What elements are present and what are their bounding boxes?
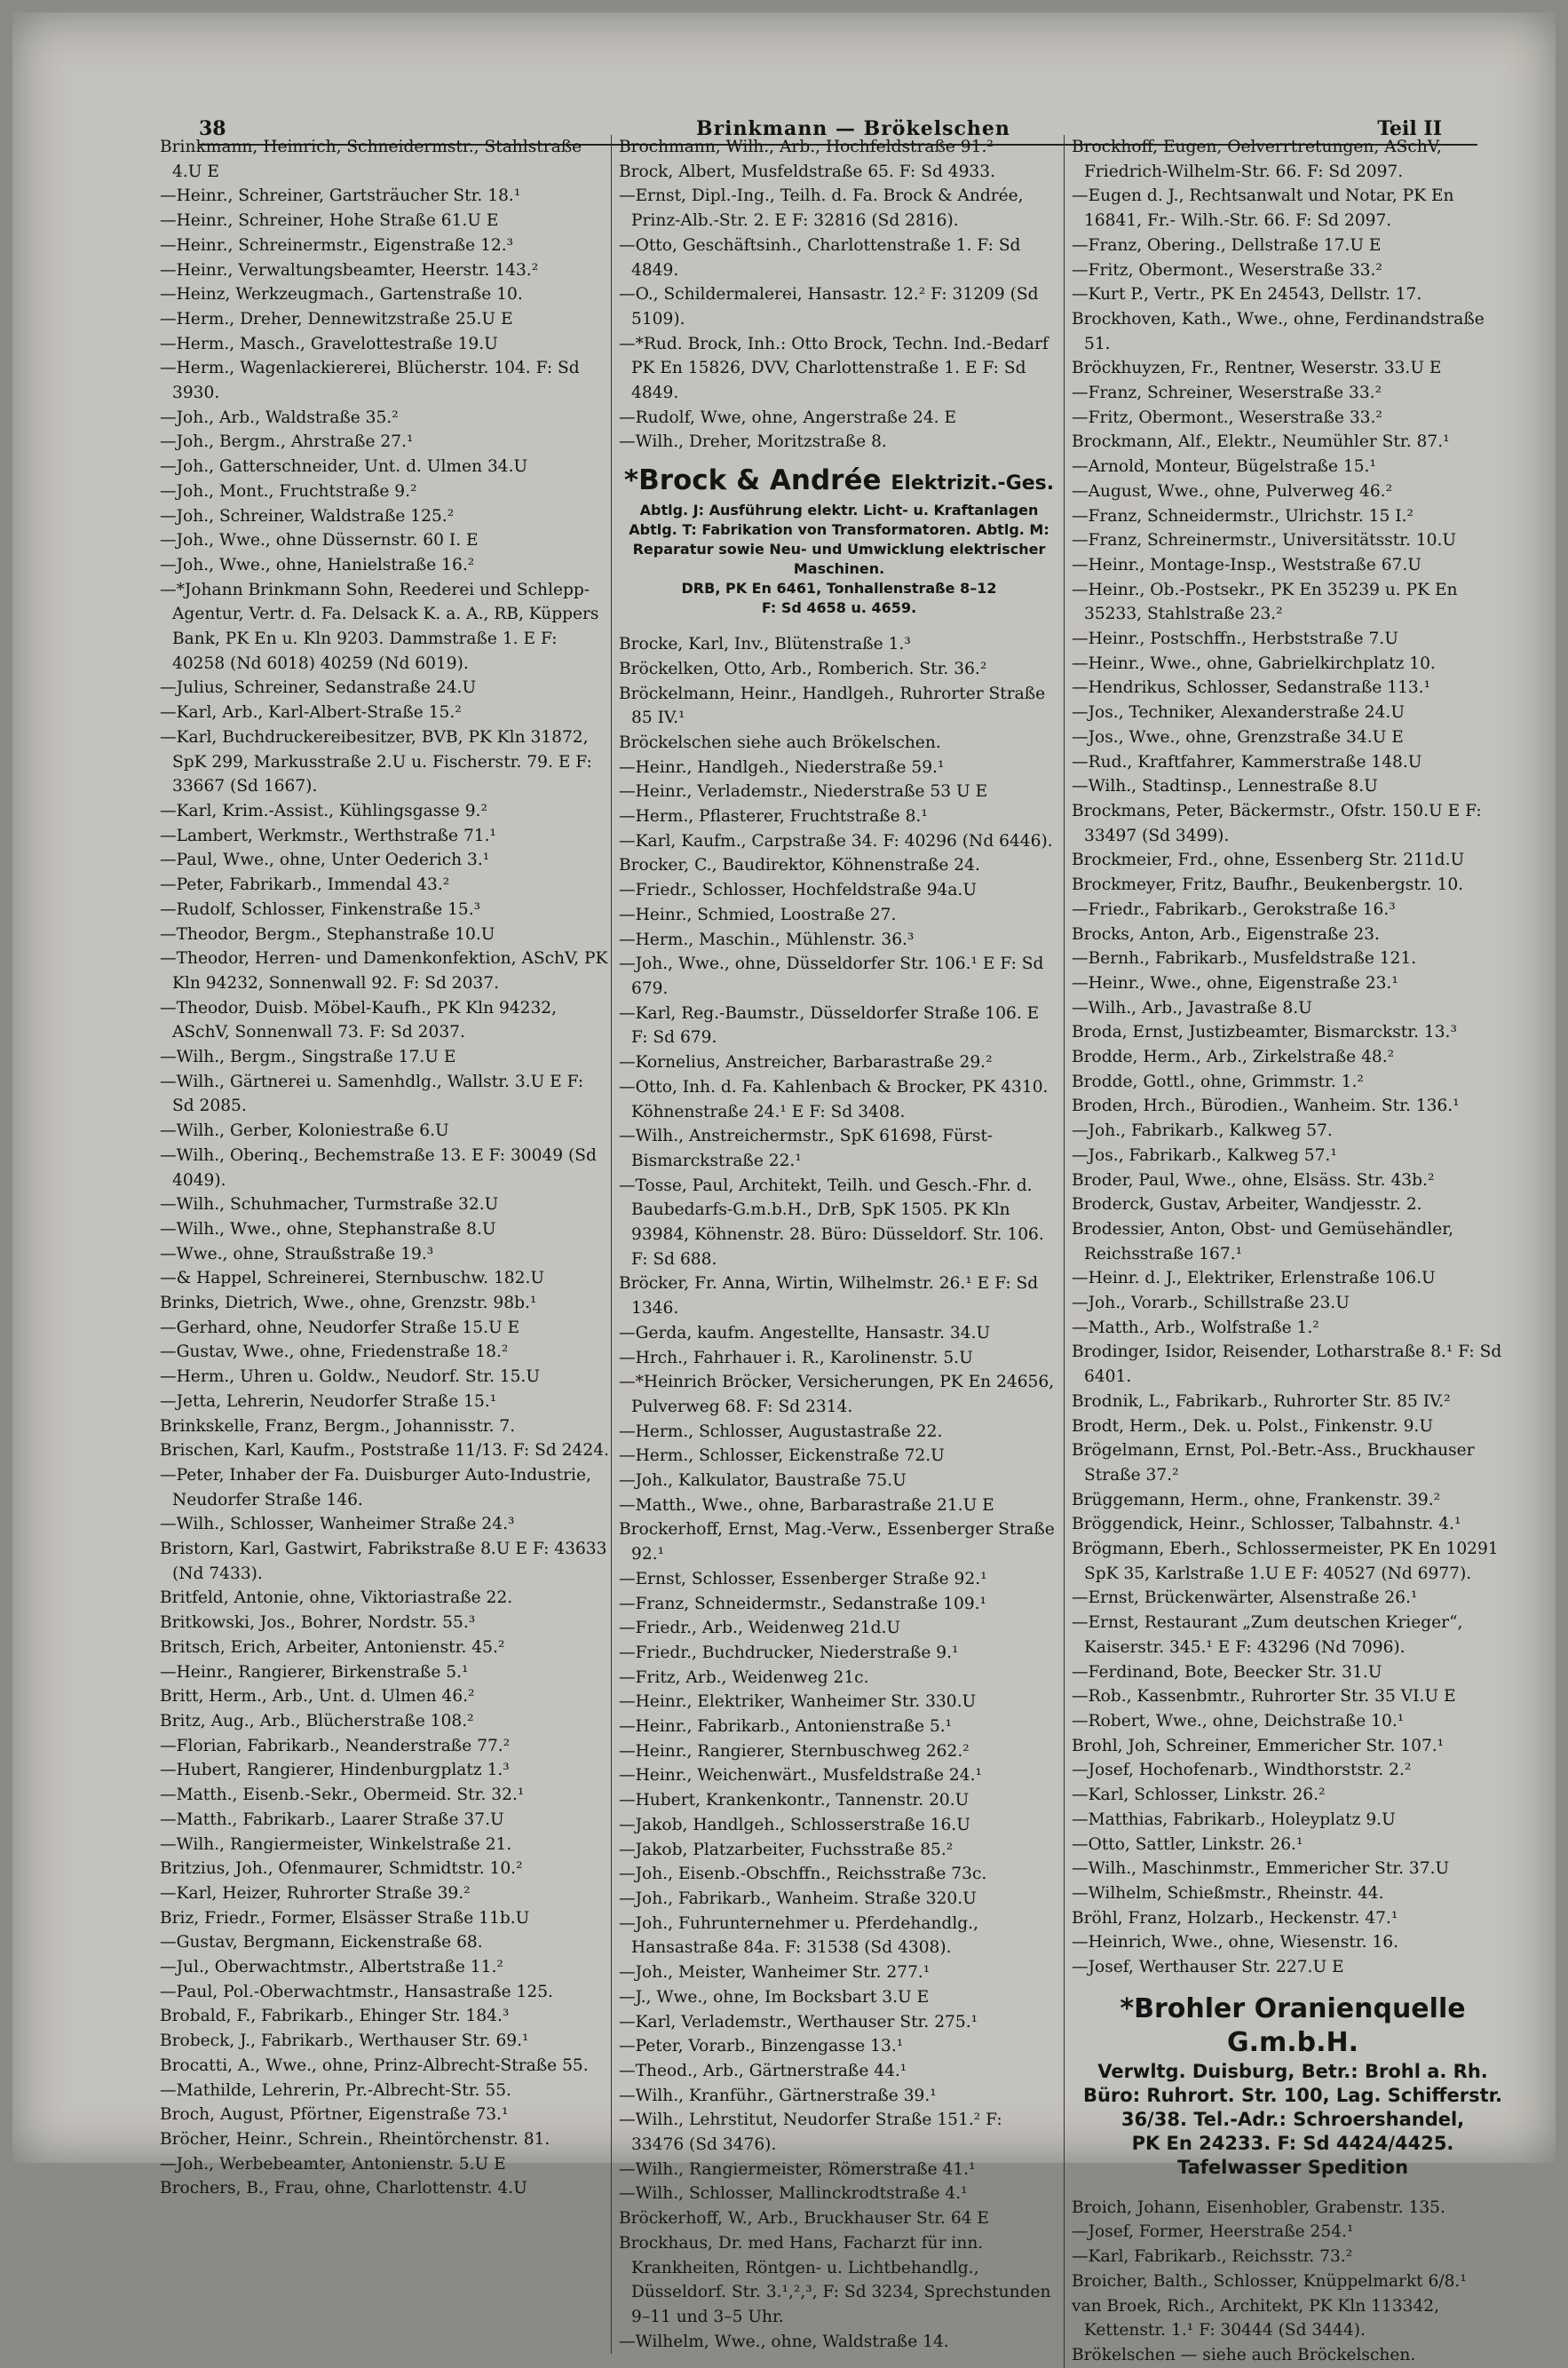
directory-entry: —Peter, Vorarb., Binzengasse 13.¹ (619, 2037, 904, 2056)
directory-entry: Brodt, Herm., Dek. u. Polst., Finkenstr. 9.U (1072, 1416, 1434, 1436)
directory-entry: —Joh., Fuhrunternehmer u. Pferdehandlg., Hansastraße 84a. F: 31538 (Sd 4308). (619, 1913, 978, 1958)
directory-entry: —Otto, Inh. d. Fa. Kahlenbach & Brocker, PK 4310. Köhnenstraße 24.¹ E F: Sd 3408. (619, 1077, 1049, 1121)
directory-entry: —Franz, Schreinermstr., Universitätsstr. 10.U (1072, 531, 1457, 550)
directory-entry: —Herm., Schlosser, Eickenstraße 72.U (619, 1446, 945, 1466)
directory-entry: Broderck, Gustav, Arbeiter, Wandjesstr. 2. (1072, 1195, 1422, 1215)
directory-entry: Brocke, Karl, Inv., Blütenstraße 1.³ (619, 635, 911, 654)
directory-entry: —Otto, Sattler, Linkstr. 26.¹ (1072, 1834, 1303, 1854)
directory-entry: —Joh., Wwe., ohne, Düsseldorfer Str. 106.¹ E F: Sd 679. (619, 954, 1044, 998)
directory-entry: Britkowski, Jos., Bohrer, Nordstr. 55.³ (160, 1613, 476, 1633)
directory-entry: Brockmans, Peter, Bäckermstr., Ofstr. 150.U E F: 33497 (Sd 3499). (1072, 801, 1482, 845)
directory-entry: —Joh., Wwe., ohne Düssernstr. 60 I. E (160, 531, 479, 550)
directory-entry: —Wilh., Rangiermeister, Römerstraße 41.¹ (619, 2159, 976, 2179)
directory-entry: —Otto, Geschäftsinh., Charlottenstraße 1. F: Sd 4849. (619, 235, 1021, 280)
directory-entry: Brüggemann, Herm., ohne, Frankenstr. 39.² (1072, 1490, 1441, 1509)
directory-entry: —Theodor, Bergm., Stephanstraße 10.U (160, 924, 495, 944)
directory-entry: —Matth., Arb., Wolfstraße 1.² (1072, 1318, 1319, 1337)
page-part: Teil II (1377, 117, 1442, 140)
directory-entry: —& Happel, Schreinerei, Sternbuschw. 182.U (160, 1269, 545, 1288)
directory-entry: —Theodor, Herren- und Damenkonfektion, ASchV, PK Kln 94232, Sonnenwall 92. F: Sd 2037. (160, 949, 608, 993)
directory-entry: —Herm., Dreher, Dennewitzstraße 25.U E (160, 309, 513, 329)
directory-entry: Broich, Johann, Eisenhobler, Grabenstr. 135. (1072, 2198, 1445, 2217)
directory-entry: —J., Wwe., ohne, Im Bocksbart 3.U E (619, 1987, 930, 2007)
column-2-top-entries (619, 135, 1059, 455)
directory-entry: —Joh., Vorarb., Schillstraße 23.U (1072, 1294, 1350, 1313)
directory-entry: —Joh., Schreiner, Waldstraße 125.² (160, 506, 455, 526)
directory-entry: —Karl, Reg.-Baumstr., Düsseldorfer Straße 106. E F: Sd 679. (619, 1003, 1040, 1048)
directory-entry: —Wilh., Wwe., ohne, Stephanstraße 8.U (160, 1219, 496, 1239)
directory-entry: —Wilh., Gärtnerei u. Samenhdlg., Wallstr. 3.U E F: Sd 2085. (160, 1072, 584, 1116)
directory-entry: Briz, Friedr., Former, Elsässer Straße 11b.U (160, 1908, 530, 1928)
directory-entry: Bröcher, Heinr., Schrein., Rheintörchenstr. 81. (160, 2129, 550, 2149)
directory-entry: —Lambert, Werkmstr., Werthstraße 71.¹ (160, 826, 497, 845)
directory-entry: —Wilh., Schuhmacher, Turmstraße 32.U (160, 1195, 499, 1215)
directory-entry: —Rudolf, Schlosser, Finkenstraße 15.³ (160, 899, 481, 919)
directory-entry: Britzius, Joh., Ofenmaurer, Schmidtstr. 10.² (160, 1859, 523, 1879)
directory-entry: —Heinr., Rangierer, Sternbuschweg 262.² (619, 1741, 970, 1761)
directory-entry: Brockmann, Alf., Elektr., Neumühler Str. 87.¹ (1072, 432, 1450, 452)
directory-entry: —Wilh., Bergm., Singstraße 17.U E (160, 1048, 456, 1067)
directory-entry: —Jos., Fabrikarb., Kalkweg 57.¹ (1072, 1145, 1337, 1165)
directory-entry: —Tosse, Paul, Architekt, Teilh. und Gesch.-Fhr. d. Baubedarfs-G.m.b.H., DrB, SpK 1505. PK Kln 93984, Köhnenstr. 28. Büro: Düsseldorf. Str. 106. F: Sd 688. (619, 1176, 1044, 1269)
directory-entry: Brockerhoff, Ernst, Mag.-Verw., Essenberger Straße 92.¹ (619, 1520, 1055, 1564)
directory-entry: —Karl, Arb., Karl-Albert-Straße 15.² (160, 703, 462, 723)
directory-entry: Brocatti, A., Wwe., ohne, Prinz-Albrecht-Straße 55. (160, 2055, 589, 2075)
directory-entry: —Karl, Krim.-Assist., Kühlingsgasse 9.² (160, 801, 487, 820)
directory-entry: Broden, Hrch., Bürodien., Wanheim. Str. 136.¹ (1072, 1097, 1460, 1116)
directory-entry: —Mathilde, Lehrerin, Pr.-Albrecht-Str. 55. (160, 2080, 511, 2100)
directory-entry: —Ernst, Restaurant „Zum deutschen Krieger“, Kaiserstr. 345.¹ E F: 43296 (Nd 7096). (1072, 1613, 1463, 1657)
directory-entry: —Friedr., Arb., Weidenweg 21d.U (619, 1619, 901, 1638)
directory-entry: —Robert, Wwe., ohne, Deichstraße 10.¹ (1072, 1712, 1405, 1730)
directory-entry: —Wilh., Oberinq., Bechemstraße 13. E F: 30049 (Sd 4049). (160, 1145, 597, 1190)
directory-entry: —Peter, Inhaber der Fa. Duisburger Auto-Industrie, Neudorfer Straße 146. (160, 1465, 591, 1509)
directory-entry: —Joh., Mont., Fruchtstraße 9.² (160, 481, 417, 501)
directory-entry: —*Johann Brinkmann Sohn, Reederei und Schlepp-Agentur, Vertr. d. Fa. Delsack K. a. A., RB, Küppers Bank, PK En u. Kln 9203. Dammstraße 1. E F: 40258 (Nd 6018) 40259 (Nd 6019). (160, 580, 599, 673)
directory-entry: Brinks, Dietrich, Wwe., ohne, Grenzstr. 98b.¹ (160, 1294, 537, 1313)
directory-entry: Brockmeyer, Fritz, Baufhr., Beukenbergstr. 10. (1072, 875, 1464, 895)
directory-entry: Brodinger, Isidor, Reisender, Lotharstraße 8.¹ F: Sd 6401. (1072, 1342, 1502, 1387)
directory-entry: —Wilh., Maschinmstr., Emmericher Str. 37.U (1072, 1859, 1450, 1879)
directory-entry: Bröckerhoff, W., Arb., Bruckhauser Str. 64 E (619, 2209, 990, 2229)
directory-entry: —O., Schildermalerei, Hansastr. 12.² F: 31209 (Sd 5109). (619, 285, 1039, 329)
directory-entry: —Matth., Fabrikarb., Laarer Straße 37.U (160, 1810, 504, 1829)
directory-entry: —Heinrich, Wwe., ohne, Wiesenstr. 16. (1072, 1933, 1399, 1952)
directory-entry: Broch, August, Pförtner, Eigenstraße 73.¹ (160, 2105, 509, 2125)
directory-entry: —*Rud. Brock, Inh.: Otto Brock, Techn. Ind.-Bedarf PK En 15826, DVV, Charlottenstraße 1. E F: Sd 4849. (619, 334, 1049, 403)
directory-entry: —Hrch., Fahrhauer i. R., Karolinenstr. 5.U (619, 1348, 973, 1367)
directory-entry: Brodessier, Anton, Obst- und Gemüsehändler, Reichsstraße 167.¹ (1072, 1219, 1453, 1263)
directory-entry: Brocker, C., Baudirektor, Köhnenstraße 24. (619, 856, 980, 875)
directory-entry: —Jakob, Handlgeh., Schlosserstraße 16.U (619, 1815, 970, 1834)
directory-entry: Britfeld, Antonie, ohne, Viktoriastraße 22. (160, 1588, 513, 1608)
directory-entry: —Ernst, Brückenwärter, Alsenstraße 26.¹ (1072, 1588, 1418, 1608)
brock-andree-advertisement (619, 463, 1059, 618)
directory-entry: —Josef, Werthauser Str. 227.U E (1072, 1958, 1344, 1977)
directory-entry: —Ferdinand, Bote, Beecker Str. 31.U (1072, 1662, 1382, 1682)
directory-entry: Broder, Paul, Wwe., ohne, Elsäss. Str. 43b.² (1072, 1170, 1435, 1190)
directory-entry: —Franz, Obering., Dellstraße 17.U E (1072, 235, 1382, 255)
directory-entry: —Herm., Uhren u. Goldw., Neudorf. Str. 15.U (160, 1367, 541, 1387)
column-3-bottom-entries (1072, 2196, 1514, 2368)
directory-entry: Bröckelschen siehe auch Brökelschen. (619, 733, 941, 752)
directory-entry: Broda, Ernst, Justizbeamter, Bismarckstr. 13.³ (1072, 1023, 1457, 1042)
directory-entry: —Wilh., Lehrstitut, Neudorfer Straße 151.² F: 33476 (Sd 3476). (619, 2111, 1002, 2155)
ad2-title: *Brohler Oranienquelle G.m.b.H. (1120, 1992, 1466, 2058)
directory-entry: —Friedr., Schlosser, Hochfeldstraße 94a.U (619, 881, 978, 900)
directory-entry: —Wilh., Schlosser, Wanheimer Straße 24.³ (160, 1515, 515, 1534)
directory-entry: —Fritz, Arb., Weidenweg 21c. (619, 1667, 869, 1687)
directory-entry: —August, Wwe., ohne, Pulverweg 46.² (1072, 481, 1393, 501)
directory-entry: Bristorn, Karl, Gastwirt, Fabrikstraße 8.U E F: 43633 (Nd 7433). (160, 1540, 607, 1583)
directory-entry: —Joh., Fabrikarb., Wanheim. Straße 320.U (619, 1889, 977, 1908)
directory-entry: Britz, Aug., Arb., Blücherstraße 108.² (160, 1712, 474, 1730)
directory-entry: —Gustav, Bergmann, Eickenstraße 68. (160, 1933, 483, 1952)
directory-entry: Brock, Albert, Musfeldstraße 65. F: Sd 4933. (619, 162, 995, 181)
directory-entry: Britt, Herm., Arb., Unt. d. Ulmen 46.² (160, 1687, 475, 1707)
directory-entry: Brohl, Joh, Schreiner, Emmericher Str. 107.¹ (1072, 1736, 1445, 1755)
directory-entry: Brodde, Gottl., ohne, Grimmstr. 1.² (1072, 1072, 1364, 1091)
directory-entry: Brockhaus, Dr. med Hans, Facharzt für inn. Krankheiten, Röntgen- u. Lichtbehandlg., Düsseldorf. Str. 3.¹,²,³, F: Sd 3234, Sprechstunden 9–11 und 3–5 Uhr. (619, 2233, 1051, 2326)
directory-entry: —Joh., Fabrikarb., Kalkweg 57. (1072, 1121, 1333, 1141)
ad1-line-3: F: Sd 4658 u. 4659. (761, 599, 917, 617)
page-title: Brinkmann — Brökelschen (696, 117, 1010, 140)
directory-entry: —Hendrikus, Schlosser, Sedanstraße 113.¹ (1072, 678, 1431, 698)
directory-entry: —Theod., Arb., Gärtnerstraße 44.¹ (619, 2061, 907, 2080)
ad1-line-1: Abtlg. J: Ausführung elektr. Licht- u. Kraftanlagen Abtlg. T: Fabrikation von Transformatoren. Abtlg. M: Reparatur sowie Neu- und Umwicklung elektrischer Maschinen. (629, 502, 1049, 578)
directory-entry: —Joh., Arb., Waldstraße 35.² (160, 408, 399, 427)
directory-entry: —Friedr., Buchdrucker, Niederstraße 9.¹ (619, 1643, 959, 1662)
directory-entry: —Heinr., Wwe., ohne, Eigenstraße 23.¹ (1072, 973, 1398, 993)
column-2 (611, 135, 1059, 2354)
directory-entry: —Joh., Werbebeamter, Antonienstr. 5.U E (160, 2154, 506, 2174)
directory-entry: Bröcker, Fr. Anna, Wirtin, Wilhelmstr. 26.¹ E F: Sd 1346. (619, 1274, 1039, 1319)
directory-entry: —Josef, Former, Heerstraße 254.¹ (1072, 2222, 1354, 2242)
directory-entry: —Heinr., Schmied, Loostraße 27. (619, 905, 897, 924)
directory-entry: —Matth., Wwe., ohne, Barbarastraße 21.U E (619, 1495, 994, 1515)
directory-entry: Brögelmann, Ernst, Pol.-Betr.-Ass., Bruckhauser Straße 37.² (1072, 1441, 1475, 1485)
directory-entry: —Herm., Schlosser, Augustastraße 22. (619, 1422, 943, 1441)
directory-entry: —Joh., Wwe., ohne, Hanielstraße 16.² (160, 555, 475, 574)
directory-entry: —Heinr., Ob.-Postsekr., PK En 35239 u. PK En 35233, Stahlstraße 23.² (1072, 580, 1458, 624)
directory-entry: —Friedr., Fabrikarb., Gerokstraße 16.³ (1072, 899, 1396, 919)
directory-entry: —Jos., Techniker, Alexanderstraße 24.U (1072, 703, 1406, 723)
directory-entry: —Franz, Schneidermstr., Sedanstraße 109.¹ (619, 1594, 987, 1613)
directory-entry: —Wilh., Anstreichermstr., SpK 61698, Fürst-Bismarckstraße 22.¹ (619, 1127, 994, 1170)
directory-entry: —Rud., Kraftfahrer, Kammerstraße 148.U (1072, 752, 1422, 772)
directory-entry: —Karl, Heizer, Ruhrorter Straße 39.² (160, 1883, 471, 1903)
directory-entry: —Wilhelm, Schießmstr., Rheinstr. 44. (1072, 1883, 1384, 1903)
directory-entry: —Kurt P., Vertr., PK En 24543, Dellstr. 17. (1072, 285, 1422, 305)
directory-entry: —Josef, Hochofenarb., Windthorststr. 2.² (1072, 1761, 1412, 1780)
directory-entry: —Joh., Eisenb.-Obschffn., Reichsstraße 73c. (619, 1865, 987, 1884)
directory-entry: —Wilh., Arb., Javastraße 8.U (1072, 998, 1312, 1018)
directory-entry: —Heinr., Verwaltungsbeamter, Heerstr. 143.² (160, 260, 539, 280)
directory-entry: —Hubert, Krankenkontr., Tannenstr. 20.U (619, 1791, 970, 1810)
directory-entry: —Joh., Bergm., Ahrstraße 27.¹ (160, 432, 414, 452)
directory-entry: —Arnold, Monteur, Bügelstraße 15.¹ (1072, 457, 1376, 477)
directory-entry: Brögmann, Eberh., Schlossermeister, PK En 10291 SpK 35, Karlstraße 1.U E F: 40527 (Nd 6977). (1072, 1540, 1499, 1583)
directory-entry: Bröckhuyzen, Fr., Rentner, Weserstr. 33.U E (1072, 359, 1442, 378)
directory-entry: —Heinr., Schreinermstr., Eigenstraße 12.³ (160, 235, 514, 255)
directory-entry: —Heinr., Wwe., ohne, Gabrielkirchplatz 10. (1072, 653, 1436, 673)
directory-entry: —Ernst, Dipl.-Ing., Teilh. d. Fa. Brock & Andrée, Prinz-Alb.-Str. 2. E F: 32816 (Sd 2816). (619, 186, 1024, 231)
directory-entry: —Jakob, Platzarbeiter, Fuchsstraße 85.² (619, 1840, 954, 1859)
column-2-bottom-entries (619, 632, 1059, 2354)
ad1-title-suffix: Elektrizit.-Ges. (891, 472, 1055, 495)
directory-entry: —Rudolf, Wwe, ohne, Angerstraße 24. E (619, 408, 957, 427)
directory-entry: Bröhl, Franz, Holzarb., Heckenstr. 47.¹ (1072, 1908, 1398, 1928)
directory-entry: —Heinr. d. J., Elektriker, Erlenstraße 106.U (1072, 1269, 1436, 1288)
directory-entry: —Gerhard, ohne, Neudorfer Straße 15.U E (160, 1318, 520, 1337)
directory-entry: Bröggendick, Heinr., Schlosser, Talbahnstr. 4.¹ (1072, 1515, 1461, 1534)
directory-entry: Brochers, B., Frau, ohne, Charlottenstr. 4.U (160, 2179, 527, 2198)
directory-entry: —Jul., Oberwachtmstr., Albertstraße 11.² (160, 1958, 503, 1977)
directory-entry: —Wilh., Kranführ., Gärtnerstraße 39.¹ (619, 2086, 937, 2105)
directory-entry: —Gustav, Wwe., ohne, Friedenstraße 18.² (160, 1342, 509, 1362)
directory-entry: —Heinz, Werkzeugmach., Gartenstraße 10. (160, 285, 523, 305)
directory-entry: —Herm., Pflasterer, Fruchtstraße 8.¹ (619, 807, 928, 827)
column-1 (160, 135, 609, 2201)
directory-entry: —Wilh., Schlosser, Mallinckrodtstraße 4.¹ (619, 2184, 968, 2204)
directory-entry: —Heinr., Montage-Insp., Weststraße 67.U (1072, 555, 1421, 574)
ad2-line-2: Büro: Ruhrort. Str. 100, Lag. Schifferstr. 36/38. Tel.-Adr.: Schroershandel, (1082, 2084, 1502, 2130)
directory-entry: —Joh., Meister, Wanheimer Str. 277.¹ (619, 1963, 931, 1983)
directory-entry: Brodde, Herm., Arb., Zirkelstraße 48.² (1072, 1048, 1395, 1067)
directory-entry: —Matth., Eisenb.-Sekr., Obermeid. Str. 32.¹ (160, 1786, 525, 1805)
directory-entry: —Bernh., Fabrikarb., Musfeldstraße 121. (1072, 949, 1417, 969)
directory-entry: —Wwe., ohne, Straußstraße 19.³ (160, 1244, 434, 1263)
directory-entry: —Franz, Schreiner, Weserstraße 33.² (1072, 384, 1382, 403)
directory-entry: —Herm., Masch., Gravelottestraße 19.U (160, 334, 498, 353)
directory-entry: Bröckelmann, Heinr., Handlgeh., Ruhrorter Straße 85 IV.¹ (619, 684, 1046, 728)
column-3 (1064, 135, 1514, 2368)
directory-entry: —Heinr., Rangierer, Birkenstraße 5.¹ (160, 1662, 469, 1682)
ad2-line-1: Verwltg. Duisburg, Betr.: Brohl a. Rh. (1097, 2060, 1488, 2082)
directory-entry: Brochmann, Wilh., Arb., Hochfeldstraße 91.² (619, 138, 994, 156)
directory-entry: —Wilh., Dreher, Moritzstraße 8. (619, 432, 887, 452)
directory-entry: —Eugen d. J., Rechtsanwalt und Notar, PK En 16841, Fr.- Wilh.-Str. 66. F: Sd 2097. (1072, 186, 1454, 231)
directory-entry: —Herm., Wagenlackiererei, Blücherstr. 104. F: Sd 3930. (160, 359, 580, 403)
directory-entry: —Peter, Fabrikarb., Immendal 43.² (160, 875, 450, 895)
directory-entry: —Florian, Fabrikarb., Neanderstraße 77.² (160, 1736, 511, 1755)
directory-entry: —Karl, Verlademstr., Werthauser Str. 275.¹ (619, 2012, 978, 2031)
directory-entry: —Jetta, Lehrerin, Neudorfer Straße 15.¹ (160, 1391, 497, 1411)
ad2-line-3: PK En 24233. F: Sd 4424/4425. (1131, 2132, 1454, 2154)
ad1-line-2: DRB, PK En 6461, Tonhallenstraße 8–12 (681, 580, 997, 598)
directory-entry: —Ernst, Schlosser, Essenberger Straße 92.¹ (619, 1569, 987, 1588)
directory-entry: —Jos., Wwe., ohne, Grenzstraße 34.U E (1072, 727, 1404, 747)
directory-entry: van Broek, Rich., Architekt, PK Kln 113342, Kettenstr. 1.¹ F: 30444 (Sd 3444). (1072, 2296, 1439, 2340)
directory-entry: Brockhoven, Kath., Wwe., ohne, Ferdinandstraße 51. (1072, 309, 1485, 353)
directory-entry: Brodnik, L., Fabrikarb., Ruhrorter Str. 85 IV.² (1072, 1391, 1451, 1411)
directory-entry: —Joh., Kalkulator, Baustraße 75.U (619, 1471, 907, 1491)
directory-entry: Brobeck, J., Fabrikarb., Werthauser Str. 69.¹ (160, 2031, 529, 2051)
directory-entry: —Heinr., Elektriker, Wanheimer Str. 330.U (619, 1692, 977, 1712)
page-number: 38 (199, 117, 226, 140)
directory-entry: —Paul, Pol.-Oberwachtmstr., Hansastraße 125. (160, 1982, 553, 2001)
directory-entry: Brockmeier, Frd., ohne, Essenberg Str. 211d.U (1072, 851, 1465, 870)
directory-entry: Britsch, Erich, Arbeiter, Antonienstr. 45.² (160, 1637, 505, 1657)
directory-entry: —Joh., Gatterschneider, Unt. d. Ulmen 34.U (160, 457, 528, 477)
directory-entry: —Rob., Kassenbmtr., Ruhrorter Str. 35 VI.U E (1072, 1687, 1456, 1707)
directory-entry: Brinkskelle, Franz, Bergm., Johannisstr. 7. (160, 1416, 516, 1436)
directory-entry: —Herm., Maschin., Mühlenstr. 36.³ (619, 930, 915, 949)
directory-entry: —Heinr., Postschffn., Herbststraße 7.U (1072, 630, 1398, 649)
directory-entry: —Karl, Fabrikarb., Reichsstr. 73.² (1072, 2247, 1353, 2267)
directory-entry: —Julius, Schreiner, Sedanstraße 24.U (160, 678, 477, 698)
directory-entry: —Franz, Schneidermstr., Ulrichstr. 15 I.² (1072, 506, 1414, 526)
directory-entry: —Theodor, Duisb. Möbel-Kaufh., PK Kln 94232, ASchV, Sonnenwall 73. F: Sd 2037. (160, 998, 558, 1042)
directory-entry: —Wilh., Stadtinsp., Lennestraße 8.U (1072, 777, 1378, 796)
directory-entry: —Wilh., Gerber, Koloniestraße 6.U (160, 1121, 449, 1141)
directory-entry: —Heinr., Schreiner, Hohe Straße 61.U E (160, 211, 499, 231)
directory-entry: Bröckelken, Otto, Arb., Romberich. Str. 36.² (619, 659, 987, 678)
ad1-title: *Brock & Andrée (623, 464, 882, 497)
directory-entry: —Heinr., Schreiner, Gartsträucher Str. 18.¹ (160, 186, 521, 206)
directory-entry: —Heinr., Fabrikarb., Antonienstraße 5.¹ (619, 1717, 953, 1737)
directory-entry: Broicher, Balth., Schlosser, Knüppelmarkt 6/8.¹ (1072, 2271, 1467, 2291)
directory-entry: Brökelschen — siehe auch Bröckelschen. (1072, 2345, 1416, 2364)
column-3-top-entries (1072, 135, 1514, 1980)
directory-entry: —Wilhelm, Wwe., ohne, Waldstraße 14. (619, 2332, 949, 2351)
directory-entry: —Matthias, Fabrikarb., Holeyplatz 9.U (1072, 1810, 1396, 1829)
directory-entry: —Heinr., Weichenwärt., Musfeldstraße 24.¹ (619, 1766, 982, 1786)
directory-entry: —Fritz, Obermont., Weserstraße 33.² (1072, 260, 1382, 280)
directory-entry: —Hubert, Rangierer, Hindenburgplatz 1.³ (160, 1761, 510, 1780)
directory-entry: Brockhoff, Eugen, Oelverrtretungen, ASchV, Friedrich-Wilhelm-Str. 66. F: Sd 2097. (1072, 138, 1442, 181)
brohler-oranienquelle-advertisement (1072, 1992, 1514, 2180)
directory-entry: —Gerda, kaufm. Angestellte, Hansastr. 34.U (619, 1323, 991, 1342)
directory-entry: —Karl, Kaufm., Carpstraße 34. F: 40296 (Nd 6446). (619, 831, 1053, 851)
directory-entry: —*Heinrich Bröcker, Versicherungen, PK En 24656, Pulverweg 68. F: Sd 2314. (619, 1373, 1055, 1416)
directory-entry: —Heinr., Handlgeh., Niederstraße 59.¹ (619, 757, 945, 777)
directory-entry: —Fritz, Obermont., Weserstraße 33.² (1072, 408, 1382, 427)
directory-entry: —Karl, Schlosser, Linkstr. 26.² (1072, 1786, 1326, 1805)
directory-entry: Brischen, Karl, Kaufm., Poststraße 11/13. F: Sd 2424. (160, 1441, 609, 1461)
directory-entry: —Paul, Wwe., ohne, Unter Oederich 3.¹ (160, 851, 490, 870)
directory-entry: —Heinr., Verlademstr., Niederstraße 53 U E (619, 782, 988, 802)
directory-entry: —Karl, Buchdruckereibesitzer, BVB, PK Kln 31872, SpK 299, Markusstraße 2.U u. Fischerstr. 79. E F: 33667 (Sd 1667). (160, 727, 592, 796)
directory-entry: —Kornelius, Anstreicher, Barbarastraße 29.² (619, 1053, 993, 1073)
ad2-line-4: Tafelwasser Spedition (1176, 2156, 1409, 2178)
directory-entry: —Wilh., Rangiermeister, Winkelstraße 21. (160, 1834, 512, 1854)
directory-entry: Brobald, F., Fabrikarb., Ehinger Str. 184.³ (160, 2007, 510, 2026)
directory-entry: Brinkmann, Heinrich, Schneidermstr., Stahlstraße 4.U E (160, 138, 582, 181)
directory-entry: Brocks, Anton, Arb., Eigenstraße 23. (1072, 924, 1380, 944)
